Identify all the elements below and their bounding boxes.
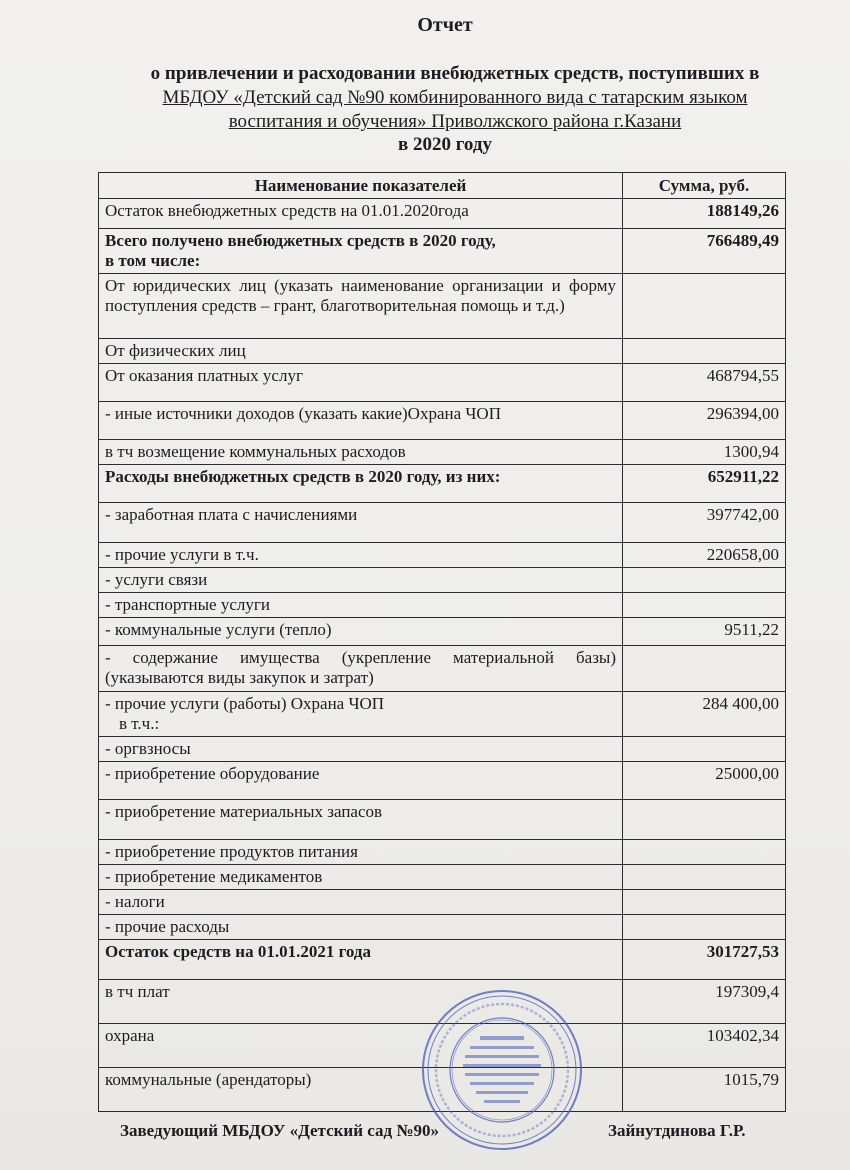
table-row: [99, 402, 786, 440]
official-stamp: [420, 988, 585, 1153]
row-label: - иные источники доходов (указать какие)Охрана ЧОП: [99, 402, 623, 440]
table-row: [99, 865, 786, 890]
row-value: 766489,49: [623, 229, 786, 274]
row-label: - прочие услуги в т.ч.: [99, 543, 623, 568]
row-value: 9511,22: [623, 618, 786, 646]
row-label: коммунальные (арендаторы): [99, 1068, 623, 1112]
row-label-line1: - прочие услуги (работы) Охрана ЧОП: [105, 694, 385, 713]
report-year: в 2020 году: [398, 134, 492, 155]
row-value: 1015,79: [623, 1068, 786, 1112]
row-value: 301727,53: [623, 940, 786, 980]
row-value: [623, 840, 786, 865]
table-row: [99, 692, 786, 737]
table-row: [99, 762, 786, 800]
row-value: 188149,26: [623, 199, 786, 229]
row-label: От юридических лиц (указать наименование организации и форму поступления средств – грант, благотворительная помощь и т.д.): [99, 274, 623, 339]
row-value: 468794,55: [623, 364, 786, 402]
table-row: [99, 940, 786, 980]
row-value: [623, 274, 786, 339]
row-label: - прочие расходы: [99, 915, 623, 940]
table-row: [99, 593, 786, 618]
row-value: 397742,00: [623, 503, 786, 543]
row-value: 197309,4: [623, 980, 786, 1024]
row-label: - налоги: [99, 890, 623, 915]
table-row: [99, 890, 786, 915]
row-value: 1300,94: [623, 440, 786, 465]
row-label: охрана: [99, 1024, 623, 1068]
report-title: Отчет: [417, 14, 473, 36]
table-row: [99, 364, 786, 402]
row-label: Остаток средств на 01.01.2021 года: [99, 940, 623, 980]
header-sum: Сумма, руб.: [623, 173, 786, 199]
row-label: в тч плат: [99, 980, 623, 1024]
row-value: 284 400,00: [623, 692, 786, 737]
row-value: 220658,00: [623, 543, 786, 568]
row-label: [99, 229, 623, 274]
signer-position: Заведующий МБДОУ «Детский сад №90»: [120, 1121, 439, 1140]
row-value: [623, 737, 786, 762]
row-label: - оргвзносы: [99, 737, 623, 762]
row-label-line1: Всего получено внебюджетных средств в 2020 году,: [105, 231, 496, 250]
report-subtitle: [30, 62, 850, 134]
subtitle-line-1: о привлечении и расходовании внебюджетных средств, поступивших в: [150, 63, 760, 84]
row-label: - приобретение медикаментов: [99, 865, 623, 890]
row-label: - приобретение продуктов питания: [99, 840, 623, 865]
row-label: - заработная плата с начислениями: [99, 503, 623, 543]
row-value: [623, 865, 786, 890]
row-value: [623, 339, 786, 364]
row-label: в тч возмещение коммунальных расходов: [99, 440, 623, 465]
subtitle-line-2: МБДОУ «Детский сад №90 комбинированного вида с татарским языком: [162, 87, 748, 108]
row-label: - коммунальные услуги (тепло): [99, 618, 623, 646]
row-label: - транспортные услуги: [99, 593, 623, 618]
table-row: [99, 199, 786, 229]
row-label: [99, 692, 623, 737]
row-label: - приобретение оборудование: [99, 762, 623, 800]
table-header-row: [99, 173, 786, 199]
row-label: - услуги связи: [99, 568, 623, 593]
table-row: [99, 646, 786, 692]
row-value: 652911,22: [623, 465, 786, 503]
row-value: [623, 593, 786, 618]
row-value: 103402,34: [623, 1024, 786, 1068]
table-row: [99, 274, 786, 339]
row-label-line2: в т.ч.:: [119, 714, 160, 733]
row-label: - приобретение материальных запасов: [99, 800, 623, 840]
row-label: - содержание имущества (укрепление материальной базы) (указываются виды закупок и затрат): [99, 646, 623, 692]
table-row: [99, 440, 786, 465]
row-value: [623, 800, 786, 840]
row-value: 296394,00: [623, 402, 786, 440]
table-row: [99, 800, 786, 840]
row-label: От оказания платных услуг: [99, 364, 623, 402]
row-label: От физических лиц: [99, 339, 623, 364]
signer-name: Зайнутдинова Г.Р.: [608, 1121, 746, 1140]
table-row: [99, 840, 786, 865]
row-value: [623, 915, 786, 940]
row-label: Расходы внебюджетных средств в 2020 году, из них:: [99, 465, 623, 503]
table-row: [99, 465, 786, 503]
row-value: 25000,00: [623, 762, 786, 800]
table-row: [99, 915, 786, 940]
table-row: [99, 229, 786, 274]
header-name: Наименование показателей: [99, 173, 623, 199]
table-row: [99, 737, 786, 762]
table-row: [99, 339, 786, 364]
table-row: [99, 568, 786, 593]
row-label-line2: в том числе:: [105, 251, 201, 270]
table-row: [99, 503, 786, 543]
row-label: Остаток внебюджетных средств на 01.01.2020года: [99, 199, 623, 229]
report-table: [98, 172, 786, 1112]
row-value: [623, 890, 786, 915]
table-row: [99, 543, 786, 568]
subtitle-line-3: воспитания и обучения» Приволжского района г.Казани: [228, 111, 682, 132]
table-row: [99, 618, 786, 646]
row-value: [623, 568, 786, 593]
row-value: [623, 646, 786, 692]
